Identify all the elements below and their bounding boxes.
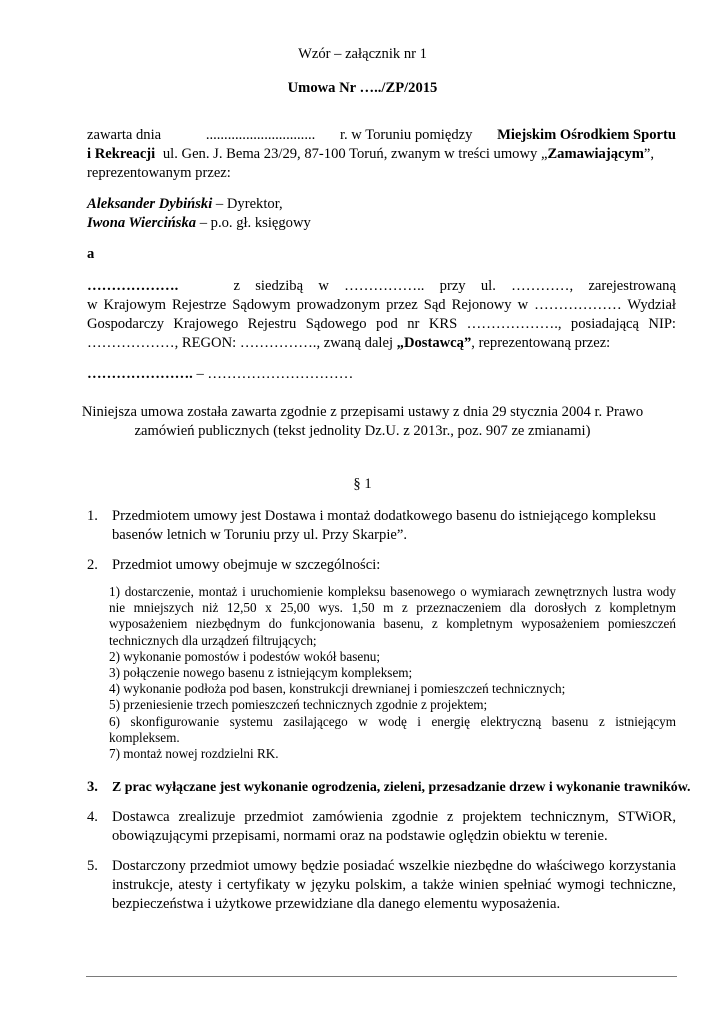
scope-line-8: 5) przeniesienie trzech pomieszczeń technicznych zgodnie z projektem; <box>109 697 488 713</box>
item-1-line-2: basenów letnich w Toruniu przy ul. Przy Skarpie”. <box>112 527 407 543</box>
item-3-number: 3. <box>87 779 98 795</box>
intro-line-1 <box>87 126 676 145</box>
representative-2 <box>87 214 311 233</box>
contractor-word-3: w <box>318 278 329 294</box>
intro-line-3: reprezentowanym przez: <box>87 165 231 181</box>
intro-org-name-1: Miejskim Ośrodkiem Sportu <box>497 127 676 143</box>
item-4-text <box>112 808 676 846</box>
intro-location: r. w Toruniu pomiędzy <box>339 127 473 143</box>
item-5-text <box>112 857 676 914</box>
item-5-line-2: instrukcje, atesty i certyfikaty w języku polskim, a także winien spełniać wymogi techniczne, <box>112 877 676 893</box>
contractor-word-6: ul. <box>480 278 496 294</box>
contractor-city-dots: …………….. <box>344 278 425 294</box>
intro-role-end: ”, <box>643 146 655 162</box>
item-1-line-1: Przedmiotem umowy jest Dostawa i montaż dodatkowego basenu do istniejącego kompleksu <box>112 508 656 524</box>
item-5-number: 5. <box>87 858 98 874</box>
contractor-line-3: Gospodarczy Krajowego Rejestru Sądowego pod nr KRS ………………., posiadającą NIP: <box>87 316 676 332</box>
contractor-word-5: przy <box>439 278 466 294</box>
and-label: a <box>87 246 95 262</box>
scope-line-9: 6) skonfigurowanie systemu zasilającego w wodę i energię elektryczną basenu z istniejącym <box>109 713 676 729</box>
footer-divider <box>86 976 677 977</box>
scope-line-3: wyposażeniem niezbędnym do funkcjonowania basenu, z kompletnym wyposażeniem pomieszczeń <box>109 616 676 632</box>
contractor-rep-dots: …………………. <box>87 366 193 382</box>
legal-basis-line-2: zamówień publicznych (tekst jednolity Dz.U. z 2013r., poz. 907 ze zmianami) <box>134 423 591 439</box>
contractor-street-dots: …………, <box>511 278 574 294</box>
contractor-word-8: zarejestrowaną <box>588 278 676 294</box>
contractor-line-2: w Krajowym Rejestrze Sądowym prowadzonym przez Sąd Rejonowy w ……………… Wydział <box>87 297 676 313</box>
section-mark: § 1 <box>353 476 372 492</box>
scope-line-10: kompleksem. <box>109 729 180 745</box>
item-4-line-2: obowiązującymi przepisami, normami oraz na podstawie oględzin obiektu w terenie. <box>112 828 608 844</box>
representative-1 <box>87 195 283 214</box>
contractor-regon: ………………, REGON: ……………., zwaną dalej <box>87 335 397 351</box>
contractor-rep-label: , reprezentowaną przez: <box>471 335 611 351</box>
contract-title: Umowa Nr …../ZP/2015 <box>287 80 438 96</box>
contractor-role: „Dostawcą” <box>396 335 472 351</box>
item-2-line-1: Przedmiot umowy obejmuje w szczególności: <box>112 557 381 573</box>
intro-address: ul. Gen. J. Bema 23/29, 87-100 Toruń, zwanym w treści umowy „ <box>162 146 548 162</box>
item-4-number: 4. <box>87 809 98 825</box>
intro-line-2 <box>87 145 676 164</box>
contractor-representative <box>87 365 353 384</box>
representative-1-role: – Dyrektor, <box>212 196 283 212</box>
scope-line-2: nie mniejszych niż 12,50 x 25,00 wys. 1,50 m z przeznaczeniem dla dorosłych z kompletnym <box>109 600 676 616</box>
item-5-line-1: Dostarczony przedmiot umowy będzie posiadać wszelkie niezbędne do właściwego korzystania <box>112 858 676 874</box>
intro-org-name-2: i Rekreacji <box>87 146 156 162</box>
legal-basis-line-1: Niniejsza umowa została zawarta zgodnie z przepisami ustawy z dnia 29 stycznia 2004 r. Prawo <box>81 404 644 420</box>
contractor-word-2: siedzibą <box>255 278 304 294</box>
scope-list <box>109 584 676 762</box>
scope-line-7: 4) wykonanie podłoża pod basen, konstrukcji drewnianej i pomieszczeń technicznych; <box>109 681 566 697</box>
contractor-line-4 <box>87 334 610 353</box>
contractor-rep-role-dots: – ………………………… <box>192 366 354 382</box>
intro-date-dots: .............................. <box>205 127 316 143</box>
scope-line-1: 1) dostarczenie, montaż i uruchomienie kompleksu basenowego o wymiarach zewnętrznych lustra wody <box>109 584 676 599</box>
item-5-line-3: bezpieczeństwa i użytkowe przewidziane dla danego elementu wyposażenia. <box>112 896 561 912</box>
representative-1-name: Aleksander Dybiński <box>87 196 213 212</box>
representative-2-name: Iwona Wiercińska <box>87 215 197 231</box>
intro-date-label: zawarta dnia <box>87 127 162 143</box>
representative-2-role: – p.o. gł. księgowy <box>196 215 311 231</box>
scope-line-5: 2) wykonanie pomostów i podestów wokół basenu; <box>109 648 381 664</box>
scope-line-6: 3) połączenie nowego basenu z istniejącym kompleksem; <box>109 665 413 681</box>
item-4-line-1: Dostawca zrealizuje przedmiot zamówienia zgodnie z projektem technicznym, STWiOR, <box>112 809 676 825</box>
item-1-text <box>112 507 676 545</box>
template-label: Wzór – załącznik nr 1 <box>298 46 427 62</box>
contractor-name-dots: ………………. <box>87 278 179 294</box>
item-2-number: 2. <box>87 557 98 573</box>
contractor-word-1: z <box>233 278 240 294</box>
contractor-line-1 <box>87 277 676 296</box>
scope-line-11: 7) montaż nowej rozdzielni RK. <box>109 746 279 762</box>
item-3-line-1: Z prac wyłączane jest wykonanie ogrodzenia, zieleni, przesadzanie drzew i wykonanie trawników. <box>112 780 691 795</box>
scope-line-4: technicznych dla urządzeń filtrujących; <box>109 632 317 648</box>
intro-role: Zamawiającym <box>547 146 644 162</box>
item-1-number: 1. <box>87 508 98 524</box>
